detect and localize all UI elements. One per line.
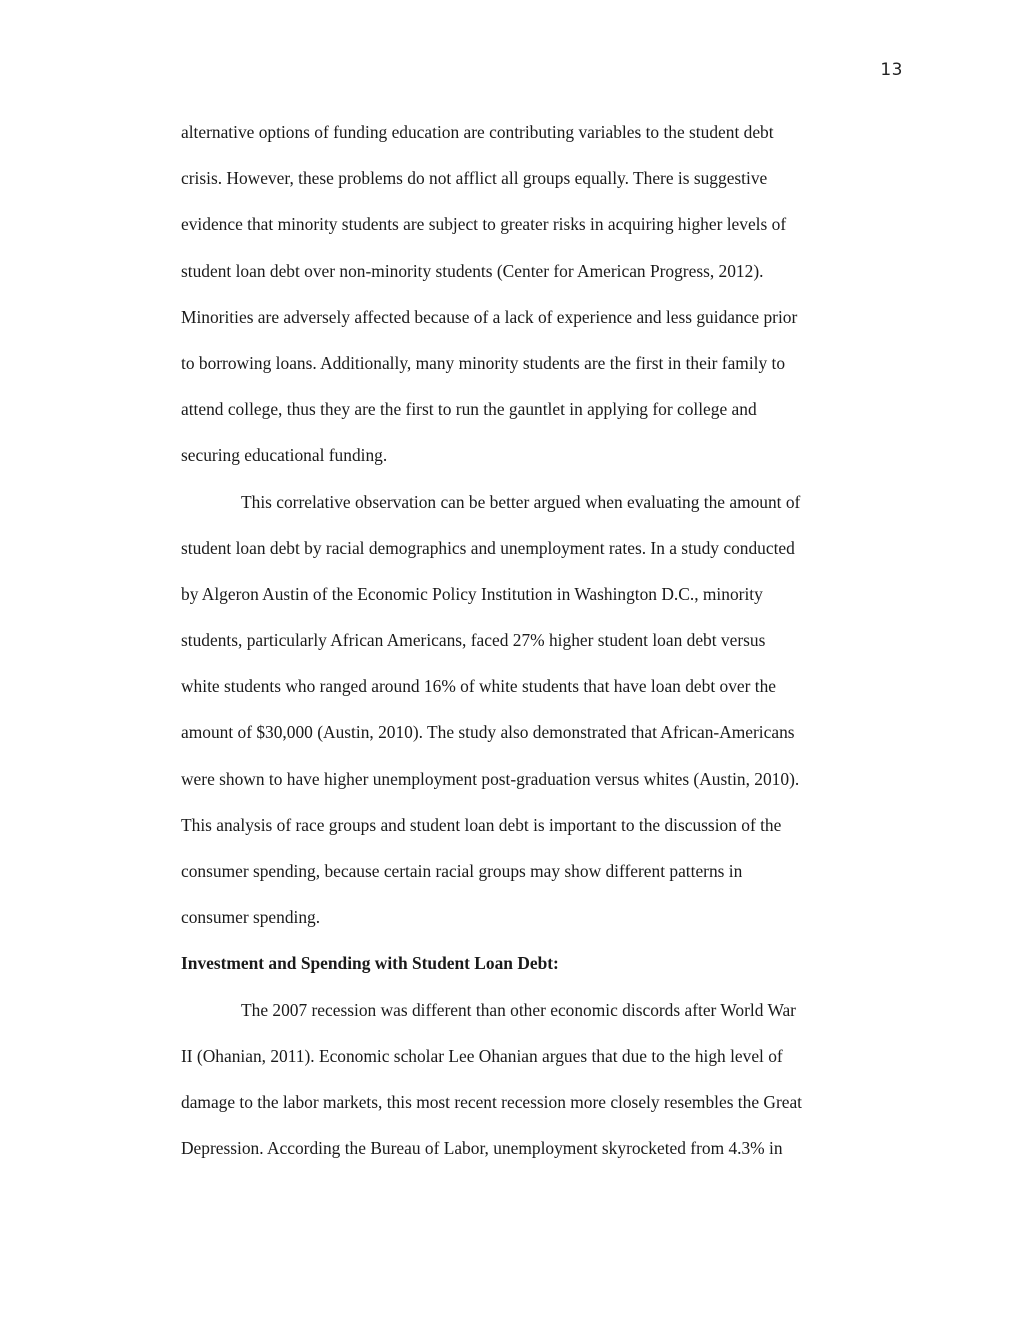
- text-line: students, particularly African Americans, faced 27% higher student loan debt versus: [181, 630, 766, 651]
- text-line: were shown to have higher unemployment post-graduation versus whites (Austin, 2010).: [181, 768, 800, 789]
- text-line: consumer spending, because certain racial groups may show different patterns in: [181, 861, 743, 881]
- text-line: Minorities are adversely affected because of a lack of experience and less guidance prior: [181, 306, 798, 327]
- text-line: alternative options of funding education are contributing variables to the student debt: [181, 122, 774, 142]
- text-line: The 2007 recession was different than other economic discords after World War: [241, 999, 796, 1020]
- text-line: damage to the labor markets, this most recent recession more closely resembles the Great: [181, 1091, 803, 1112]
- text-line: to borrowing loans. Additionally, many minority students are the first in their family to: [181, 352, 786, 373]
- text-line: This analysis of race groups and student loan debt is important to the discussion of the: [181, 814, 782, 835]
- text-line: This correlative observation can be better argued when evaluating the amount of: [241, 491, 801, 512]
- text-line: white students who ranged around 16% of white students that have loan debt over the: [181, 676, 777, 697]
- text-line: amount of $30,000 (Austin, 2010). The study also demonstrated that African-Americans: [181, 722, 795, 743]
- text-line: securing educational funding.: [181, 445, 388, 466]
- text-line: attend college, thus they are the first to run the gauntlet in applying for college and: [181, 399, 757, 420]
- body-text: [181, 109, 897, 1171]
- text-line: by Algeron Austin of the Economic Policy Institution in Washington D.C., minority: [181, 583, 763, 604]
- text-line: II (Ohanian, 2011). Economic scholar Lee Ohanian argues that due to the high level of: [181, 1045, 783, 1066]
- text-line: consumer spending.: [181, 907, 321, 928]
- text-line: student loan debt over non-minority students (Center for American Progress, 2012).: [181, 260, 764, 281]
- page-number: 13: [880, 60, 903, 80]
- text-line: student loan debt by racial demographics and unemployment rates. In a study conducted: [181, 537, 795, 558]
- text-line: Depression. According the Bureau of Labor, unemployment skyrocketed from 4.3% in: [181, 1138, 783, 1159]
- text-line: evidence that minority students are subject to greater risks in acquiring higher levels of: [181, 214, 787, 235]
- text-line: crisis. However, these problems do not afflict all groups equally. There is suggestive: [181, 168, 768, 189]
- section-heading: Investment and Spending with Student Loan Debt:: [181, 953, 559, 974]
